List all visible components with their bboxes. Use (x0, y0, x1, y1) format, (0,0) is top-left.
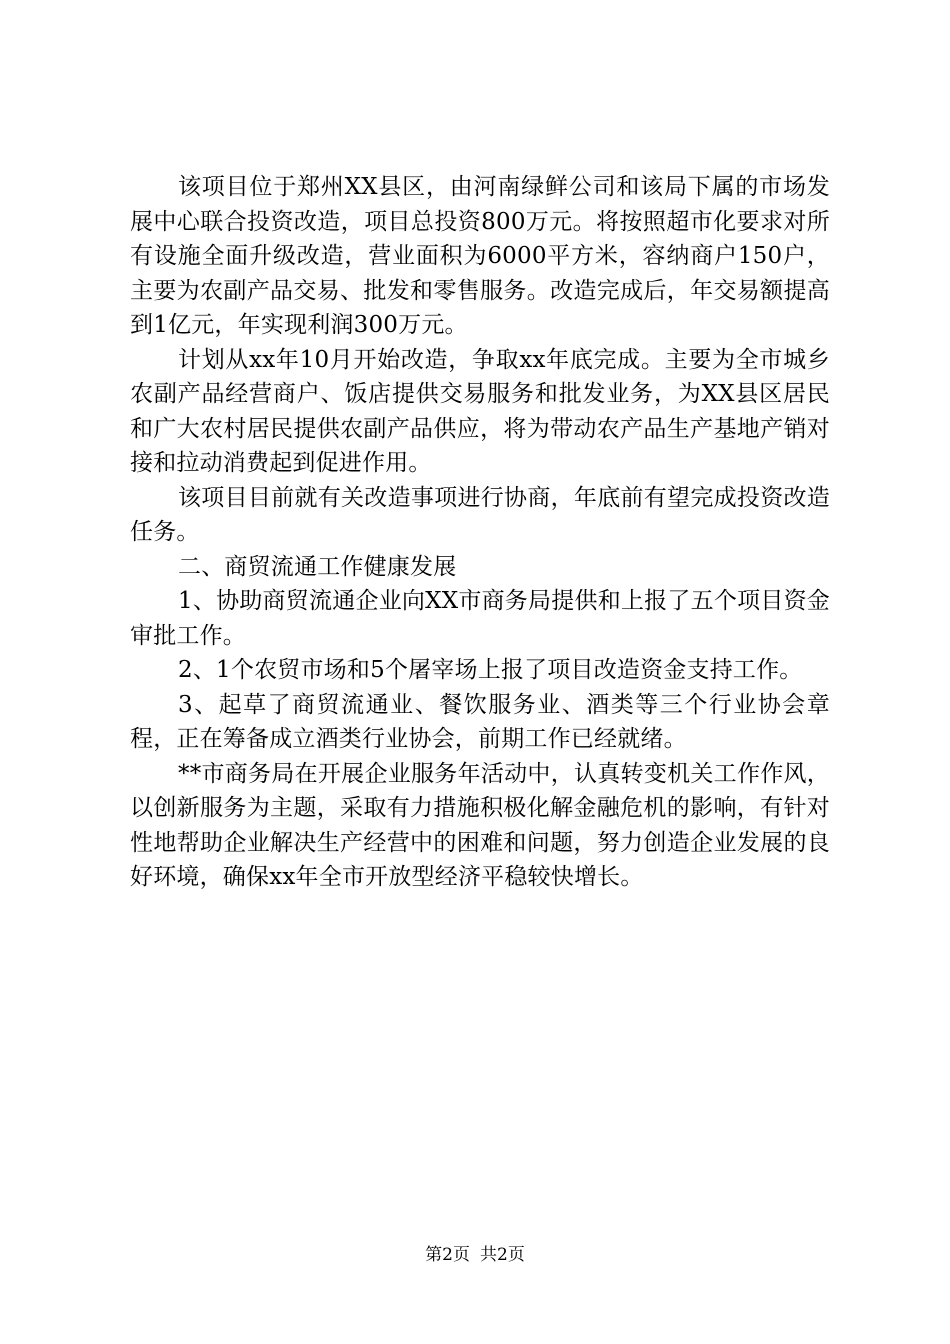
paragraph-project-location: 该项目位于郑州XX县区，由河南绿鲜公司和该局下属的市场发展中心联合投资改造，项目总投资800万元。将按照超市化要求对所有设施全面升级改造，营业面积为6000平方米，容纳商户150户，主要为农副产品交易、批发和零售服务。改造完成后，年交易额提高到1亿元，年实现利润300万元。 (130, 174, 830, 338)
page-footer (0, 1243, 950, 1267)
document-body (130, 170, 830, 895)
paragraph-project-plan: 计划从xx年10月开始改造，争取xx年底完成。主要为全市城乡农副产品经营商户、饭店提供交易服务和批发业务，为XX县区居民和广大农村居民提供农副产品供应，将为带动农产品生产基地产销对接和拉动消费起到促进作用。 (130, 346, 830, 476)
section-heading: 二、商贸流通工作健康发展 (178, 553, 457, 580)
list-item-1: 1、协助商贸流通企业向XX市商务局提供和上报了五个项目资金审批工作。 (130, 588, 830, 649)
paragraph-project-status: 该项目目前就有关改造事项进行协商，年底前有望完成投资改造任务。 (130, 484, 830, 545)
page-number: 第2页 (425, 1245, 470, 1265)
paragraph-conclusion: **市商务局在开展企业服务年活动中，认真转变机关工作作风，以创新服务为主题，采取有力措施积极化解金融危机的影响，有针对性地帮助企业解决生产经营中的困难和问题，努力创造企业发展的良好环境，确保xx年全市开放型经济平稳较快增长。 (130, 760, 830, 890)
page-total: 共2页 (480, 1245, 525, 1265)
list-item-2: 2、1个农贸市场和5个屠宰场上报了项目改造资金支持工作。 (178, 657, 803, 683)
list-item-3: 3、起草了商贸流通业、餐饮服务业、酒类等三个行业协会章程，正在筹备成立酒类行业协会，前期工作已经就绪。 (130, 691, 830, 752)
